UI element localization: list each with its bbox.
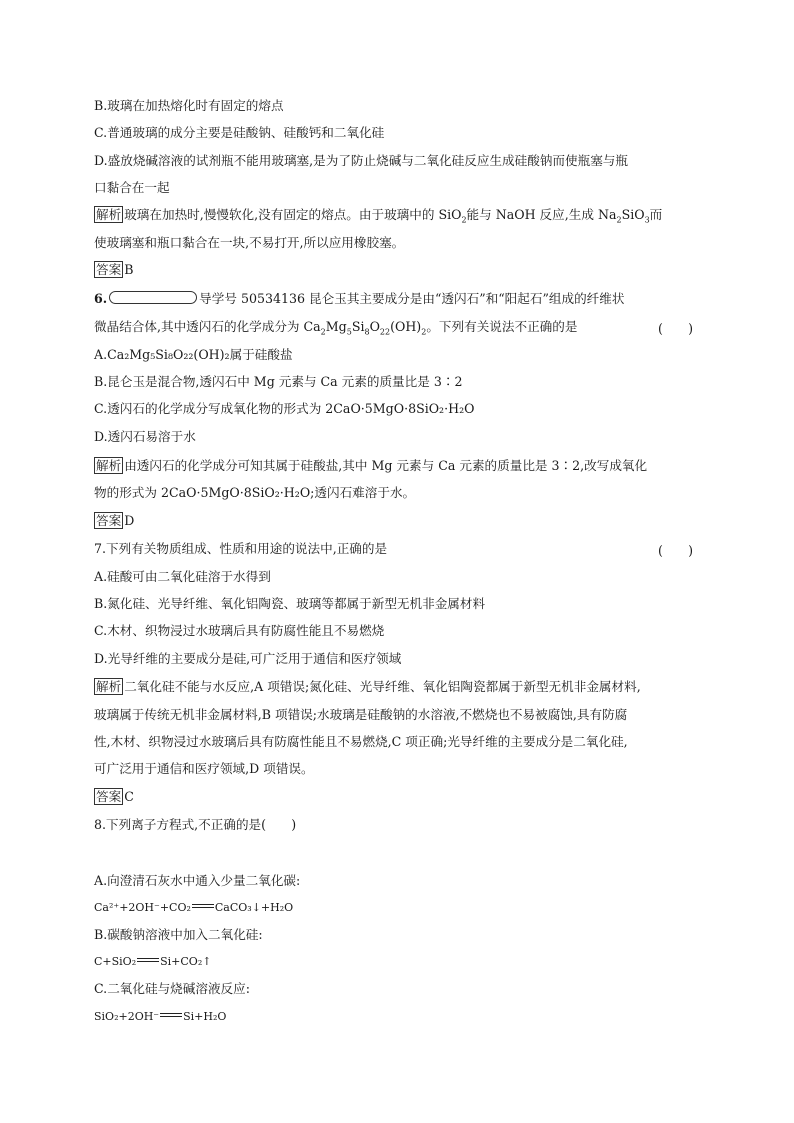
- q8-option-b: B.碳酸钠溶液中加入二氧化硅:: [94, 927, 263, 942]
- q7-analysis-line2: 玻璃属于传统无机非金属材料,B 项错误;水玻璃是硅酸钠的水溶液,不燃烧也不易被腐蚀,具有防腐: [94, 707, 628, 722]
- equals-sign: [160, 1013, 182, 1017]
- q6-stem-line1: 6. 导学号 50534136 昆仑玉其主要成分是由“透闪石”和“阳起石”组成的纤维状: [94, 291, 625, 306]
- q5-option-b: B.玻璃在加热熔化时有固定的熔点: [94, 98, 284, 113]
- q6-analysis-line2: 物的形式为 2CaO·5MgO·8SiO₂·H₂O;透闪石难溶于水。: [94, 485, 416, 500]
- q7-analysis-line4: 可广泛用于通信和医疗领域,D 项错误。: [94, 761, 314, 776]
- q5-answer: 答案 B: [96, 262, 134, 277]
- q8-equation-b: C+SiO₂ Si+CO₂↑: [94, 955, 212, 968]
- q8-option-c: C.二氧化硅与烧碱溶液反应:: [94, 981, 250, 996]
- q7-option-c: C.木材、织物浸过水玻璃后具有防腐性能且不易燃烧: [94, 623, 385, 638]
- answer-tag: 答案: [96, 513, 122, 528]
- q6-option-c: C.透闪石的化学成分写成氧化物的形式为 2CaO·5MgO·8SiO₂·H₂O: [94, 401, 475, 416]
- q7-stem: 7.下列有关物质组成、性质和用途的说法中,正确的是: [94, 541, 388, 556]
- analysis-tag: 解析: [96, 679, 122, 694]
- q6-analysis-line1: 解析 由透闪石的化学成分可知其属于硅酸盐,其中 Mg 元素与 Ca 元素的质量比是 3∶2,改写成氧化: [96, 458, 648, 473]
- q6-answer-paren: ( ): [658, 321, 694, 336]
- equals-sign: [137, 958, 159, 962]
- q8-equation-a: Ca²⁺+2OH⁻+CO₂ CaCO₃↓+H₂O: [94, 901, 294, 914]
- guide-number-badge: [109, 291, 197, 304]
- q8-stem: 8.下列离子方程式,不正确的是( ): [94, 817, 297, 832]
- q5-option-c: C.普通玻璃的成分主要是硅酸钠、硅酸钙和二氧化硅: [94, 125, 385, 140]
- q5-analysis-line1: 解析 玻璃在加热时,慢慢软化,没有固定的熔点。由于玻璃中的 SiO$_2$能与 NaOH 反应,生成 $Na_2SiO_3$而: [96, 207, 663, 225]
- q7-option-d: D.光导纤维的主要成分是硅,可广泛用于通信和医疗领域: [94, 651, 402, 666]
- q7-analysis-line3: 性,木材、织物浸过水玻璃后具有防腐性能且不易燃烧,C 项正确;光导纤维的主要成分是二氧化硅,: [94, 734, 628, 749]
- q6-option-a: A.Ca₂Mg₅Si₈O₂₂(OH)₂属于硅酸盐: [94, 347, 293, 362]
- equals-sign: [192, 904, 214, 908]
- answer-tag: 答案: [96, 262, 122, 277]
- q6-stem-line2: 微晶结合体,其中透闪石的化学成分为 $Ca_2Mg_5Si_8O_{22}(OH)_2$。下列有关说法不正确的是: [94, 319, 578, 337]
- q6-option-b: B.昆仑玉是混合物,透闪石中 Mg 元素与 Ca 元素的质量比是 3∶2: [94, 374, 463, 389]
- q6-answer: 答案 D: [96, 513, 135, 528]
- analysis-tag: 解析: [96, 458, 122, 473]
- answer-tag: 答案: [96, 789, 122, 804]
- q8-option-a: A.向澄清石灰水中通入少量二氧化碳:: [94, 873, 301, 888]
- q7-analysis-line1: 解析 二氧化硅不能与水反应,A 项错误;氮化硅、光导纤维、氧化铝陶瓷都属于新型无机非金属材料,: [96, 679, 641, 694]
- q5-option-d-line2: 口黏合在一起: [94, 180, 170, 195]
- q7-option-a: A.硅酸可由二氧化硅溶于水得到: [94, 569, 271, 584]
- q8-equation-c: SiO₂+2OH⁻ Si+H₂O: [94, 1010, 227, 1023]
- q7-answer-paren: ( ): [658, 543, 694, 558]
- q5-analysis-line2: 使玻璃塞和瓶口黏合在一块,不易打开,所以应用橡胶塞。: [94, 235, 405, 250]
- q6-option-d: D.透闪石易溶于水: [94, 429, 196, 444]
- analysis-tag: 解析: [96, 207, 122, 222]
- q5-option-d-line1: D.盛放烧碱溶液的试剂瓶不能用玻璃塞,是为了防止烧碱与二氧化硅反应生成硅酸钠而使瓶塞与瓶: [94, 153, 628, 168]
- q7-answer: 答案 C: [96, 789, 134, 804]
- q7-option-b: B.氮化硅、光导纤维、氧化铝陶瓷、玻璃等都属于新型无机非金属材料: [94, 596, 486, 611]
